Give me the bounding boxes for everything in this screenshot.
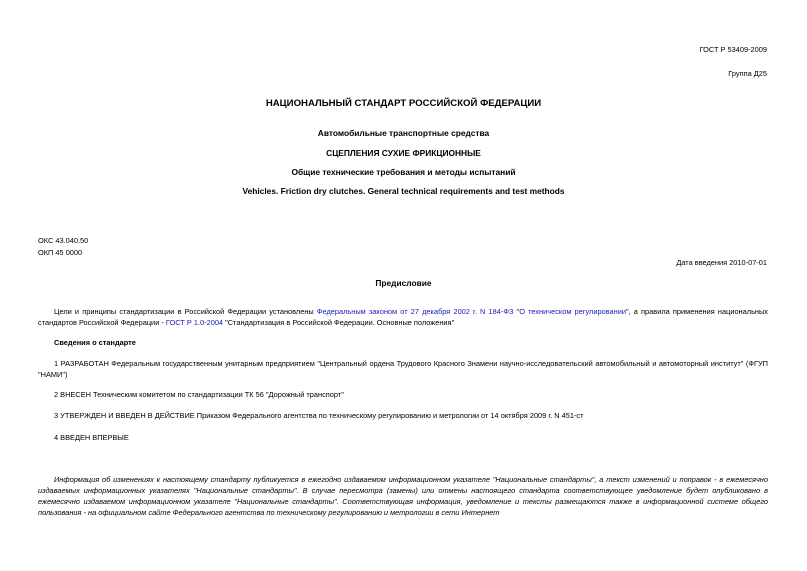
info-item-2: 2 ВНЕСЕН Техническим комитетом по стандартизации ТК 56 "Дорожный транспорт" [54,390,344,399]
foreword-text-part: ", а правила применения национальных стандартов Российской Федерации - [38,307,769,327]
info-item-1: 1 РАЗРАБОТАН Федеральным государственным унитарным предприятием "Центральный ордена Трудового Красного Знамени научно-исследовательский автомобильный и автомоторный институт" (ФГУП "НАМИ") [38,359,768,379]
foreword-heading: Предисловие [375,278,432,288]
national-standard-heading: НАЦИОНАЛЬНЫЙ СТАНДАРТ РОССИЙСКОЙ ФЕДЕРАЦИИ [265,98,542,109]
subtitle: Общие технические требования и методы испытаний [291,167,516,177]
changes-notice: Информация об изменениях к настоящему стандарту публикуется в ежегодно издаваемом информационном указателе "Национальные стандарты", а текст изменений и поправок - в ежемесячно издаваемых информационных указателях "Национальные стандарты". В случае пересмотра (замены) или отмены настоящего стандарта соответствующее уведомление будет опубликовано в ежемесячно издаваемом информационном указателе "Национальные стандарты". Соответствующая информация, уведомление и тексты размещаются также в информационной системе общего пользования - на официальном сайте Федерального агентства по техническому регулированию и метрологии в сети Интернет [38,475,768,517]
info-item-4: 4 ВВЕДЕН ВПЕРВЫЕ [54,433,129,442]
standard-info-heading: Сведения о стандарте [54,338,136,347]
foreword-text-part: " [513,307,520,316]
foreword-text-part: "Стандартизация в Российской Федерации. Основные положения" [223,318,455,327]
group-code: Группа Д25 [728,69,767,78]
info-item-3: 3 УТВЕРЖДЕН И ВВЕДЕН В ДЕЙСТВИЕ Приказом Федерального агентства по техническому регулированию и метрологии от 14 октября 2009 г. N 451-ст [54,411,584,420]
main-title: СЦЕПЛЕНИЯ СУХИЕ ФРИКЦИОННЫЕ [326,148,481,158]
gost-r-1-0-2004-link[interactable]: ГОСТ Р 1.0-2004 [165,318,224,327]
oks-code: ОКС 43.040.50 [38,236,89,245]
introduction-date: Дата введения 2010-07-01 [676,258,767,267]
standard-number: ГОСТ Р 53409-2009 [699,45,767,54]
english-title: Vehicles. Friction dry clutches. General technical requirements and test methods [242,186,565,196]
federal-law-link[interactable]: Федеральным законом от 27 декабря 2002 г. N 184-ФЗ [316,307,514,316]
okp-code: ОКП 45 0000 [38,248,83,257]
technical-regulation-link[interactable]: О техническом регулировании [519,307,626,316]
foreword-paragraph [38,306,768,328]
category-title: Автомобильные транспортные средства [317,128,490,138]
foreword-text-part: Цели и принципы стандартизации в Российской Федерации установлены [54,307,317,316]
